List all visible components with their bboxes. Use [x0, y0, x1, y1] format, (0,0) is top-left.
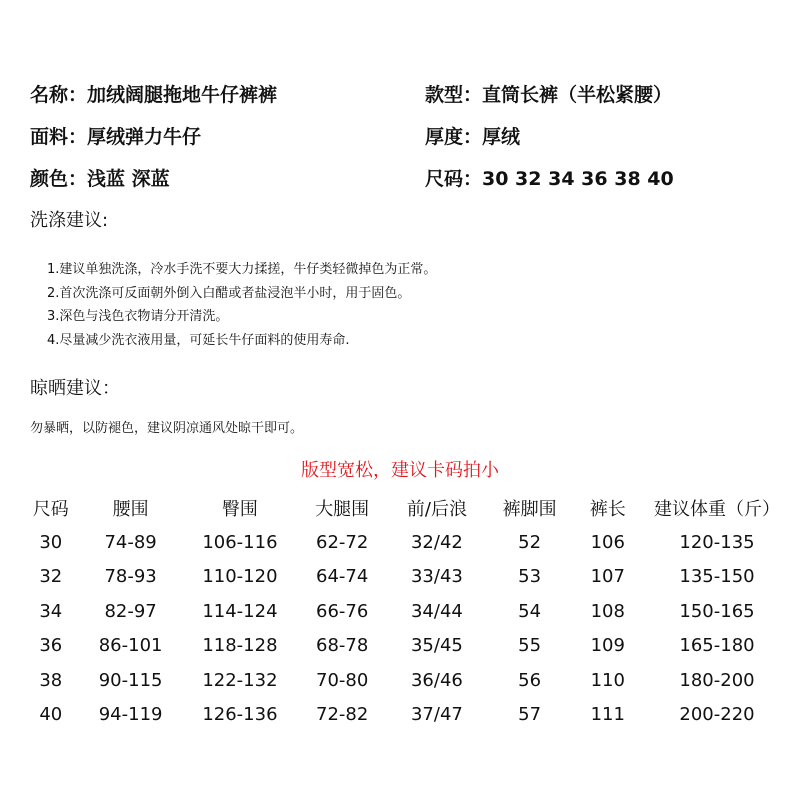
- column-header: 裤长: [589, 499, 626, 520]
- column-header: 腰围: [112, 499, 149, 520]
- table-cell: 36/46: [410, 669, 463, 691]
- table-cell: 30: [39, 531, 63, 553]
- table-cell: 72-82: [316, 704, 369, 726]
- table-cell: 78-93: [104, 566, 157, 588]
- table-cell: 35/45: [410, 635, 463, 657]
- table-row: [22, 525, 790, 560]
- drying-title: 晾晒建议：: [30, 378, 120, 399]
- column-header: 尺码: [32, 499, 69, 520]
- table-cell: 107: [590, 566, 625, 588]
- table-cell: 66-76: [316, 600, 369, 622]
- table-cell: 62-72: [316, 531, 369, 553]
- size-table: [22, 491, 790, 732]
- table-cell: 122-132: [202, 669, 278, 691]
- table-cell: 110-120: [202, 566, 278, 588]
- product-style: 款型：直筒长裤（半松紧腰）: [425, 84, 673, 106]
- table-cell: 32: [39, 566, 63, 588]
- table-cell: 86-101: [98, 635, 163, 657]
- table-cell: 53: [518, 566, 542, 588]
- product-size-range: 尺码：30 32 34 36 38 40: [425, 168, 674, 190]
- table-cell: 68-78: [316, 635, 369, 657]
- table-cell: 82-97: [104, 600, 157, 622]
- table-cell: 36: [39, 635, 63, 657]
- table-cell: 70-80: [316, 669, 369, 691]
- product-color: 颜色：浅蓝 深蓝: [30, 168, 170, 190]
- table-cell: 55: [518, 635, 542, 657]
- product-thickness: 厚度：厚绒: [425, 126, 521, 148]
- table-cell: 90-115: [98, 669, 163, 691]
- table-cell: 109: [590, 635, 625, 657]
- washing-list: [47, 258, 436, 352]
- table-cell: 32/42: [410, 531, 463, 553]
- table-row: [22, 629, 790, 664]
- column-header: 裤脚围: [502, 499, 557, 520]
- table-cell: 40: [39, 704, 63, 726]
- table-cell: 106-116: [202, 531, 278, 553]
- table-cell: 54: [518, 600, 542, 622]
- table-cell: 165-180: [679, 635, 755, 657]
- table-cell: 108: [590, 600, 625, 622]
- table-row: [22, 663, 790, 698]
- fit-note: 版型宽松，建议卡码拍小: [301, 460, 499, 481]
- table-cell: 74-89: [104, 531, 157, 553]
- table-cell: 126-136: [202, 704, 278, 726]
- washing-item: 3.深色与浅色衣物请分开清洗。: [47, 309, 229, 324]
- table-cell: 57: [518, 704, 542, 726]
- table-cell: 34/44: [410, 600, 463, 622]
- table-row: [22, 594, 790, 629]
- washing-item: 2.首次洗涤可反面朝外倒入白醋或者盐浸泡半小时，用于固色。: [47, 285, 411, 301]
- washing-title: 洗涤建议:: [30, 210, 109, 231]
- washing-item: 1.建议单独洗涤，冷水手洗不要大力揉搓，牛仔类轻微掉色为正常。: [47, 262, 437, 277]
- table-cell: 106: [590, 531, 625, 553]
- table-cell: 94-119: [98, 704, 163, 726]
- column-header: 前/后浪: [406, 499, 467, 520]
- table-cell: 64-74: [316, 566, 369, 588]
- table-cell: 135-150: [679, 566, 755, 588]
- table-cell: 110: [590, 669, 625, 691]
- table-cell: 56: [518, 669, 542, 691]
- table-cell: 111: [590, 704, 625, 726]
- table-row: [22, 698, 790, 733]
- table-cell: 38: [39, 669, 63, 691]
- table-row: [22, 560, 790, 595]
- table-header-row: [22, 491, 790, 525]
- column-header: 大腿围: [315, 499, 370, 520]
- product-fabric: 面料：厚绒弹力牛仔: [30, 126, 202, 148]
- table-cell: 33/43: [410, 566, 463, 588]
- drying-text: 勿暴晒，以防褪色，建议阴凉通风处晾干即可。: [30, 421, 304, 436]
- table-cell: 37/47: [410, 704, 463, 726]
- product-name: 名称：加绒阔腿拖地牛仔裤裤: [30, 84, 278, 106]
- table-cell: 180-200: [679, 669, 755, 691]
- table-cell: 150-165: [679, 600, 755, 622]
- table-cell: 114-124: [202, 600, 278, 622]
- table-cell: 200-220: [679, 704, 755, 726]
- column-header: 建议体重（斤）: [654, 499, 781, 520]
- table-cell: 118-128: [202, 635, 278, 657]
- table-cell: 34: [39, 600, 63, 622]
- table-cell: 52: [518, 531, 542, 553]
- washing-item: 4.尽量减少洗衣液用量，可延长牛仔面料的使用寿命.: [47, 332, 350, 348]
- column-header: 臀围: [221, 499, 258, 520]
- table-cell: 120-135: [679, 531, 755, 553]
